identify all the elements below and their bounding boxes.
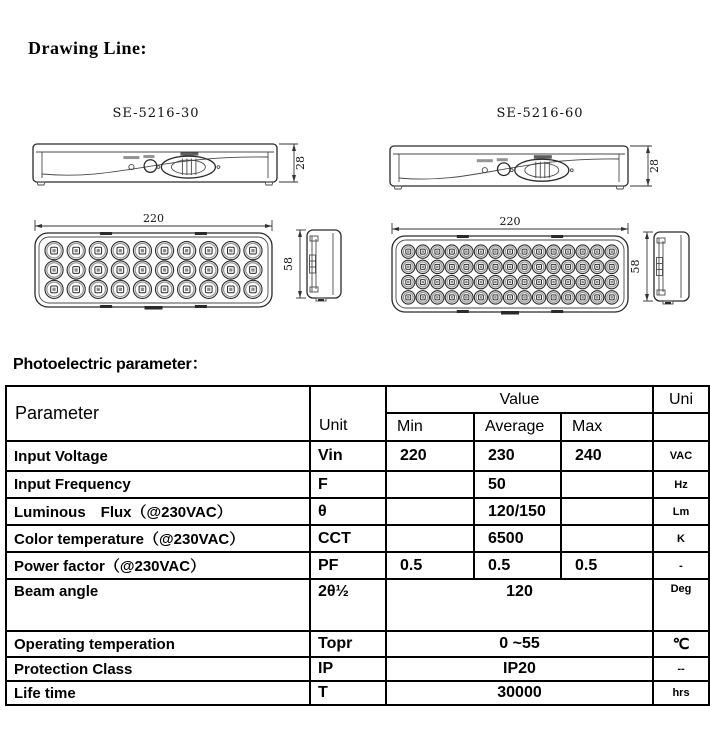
table-row	[6, 552, 709, 579]
value-cell: 30000	[386, 681, 653, 705]
panel-clip	[195, 305, 207, 308]
table-row	[6, 657, 709, 681]
unit-symbol-cell: F	[310, 471, 386, 498]
panel-clip	[100, 232, 112, 235]
min-value-cell	[386, 498, 474, 525]
value-cell: 0 ~55	[386, 631, 653, 657]
label-mark	[143, 155, 154, 158]
drawing-line-diagrams	[0, 93, 710, 333]
min-value-cell	[386, 525, 474, 552]
foot-right	[616, 186, 624, 189]
unit-symbol-cell: 2θ½	[310, 579, 386, 631]
top-view-housing	[33, 144, 277, 182]
max-value-cell	[561, 498, 653, 525]
col-header-value: Value	[386, 386, 653, 413]
unit-symbol-cell: IP	[310, 657, 386, 681]
min-value-cell	[386, 471, 474, 498]
panel-clip	[195, 232, 207, 235]
value-cell: 120	[386, 579, 653, 631]
table-row	[6, 441, 709, 471]
measure-unit-cell: -	[653, 552, 709, 579]
label-mark	[180, 152, 198, 156]
measure-unit-cell: ℃	[653, 631, 709, 657]
measure-unit-cell: Deg	[653, 579, 709, 631]
panel-clip	[551, 235, 563, 238]
parameter-cell: Power factor（@230VAC）	[6, 552, 310, 579]
panel-clip	[457, 310, 469, 313]
drawing-section-title: Drawing Line:	[28, 38, 147, 58]
average-value-cell: 230	[474, 441, 561, 471]
max-value-cell: 240	[561, 441, 653, 471]
table-row	[6, 471, 709, 498]
bracket-notch	[657, 238, 665, 243]
height-dimension-label: 28	[294, 156, 307, 170]
parameter-cell: Input Frequency	[6, 471, 310, 498]
label-mark	[497, 158, 508, 161]
average-value-cell: 0.5	[474, 552, 561, 579]
parameter-cell: Protection Class	[6, 657, 310, 681]
bracket-notch	[310, 236, 318, 241]
width-dimension-label: 220	[499, 215, 521, 228]
parameter-cell: Operating temperation	[6, 631, 310, 657]
panel-clip	[501, 311, 519, 315]
panel-clip	[145, 306, 163, 310]
table-header-row-1	[6, 386, 709, 413]
label-mark	[477, 159, 493, 162]
indicator-led	[482, 168, 487, 173]
table-row	[6, 681, 709, 705]
value-cell: IP20	[386, 657, 653, 681]
table-row	[6, 579, 709, 631]
max-value-cell: 0.5	[561, 552, 653, 579]
label-mark	[534, 155, 552, 159]
drawing-unit	[33, 106, 341, 310]
measure-unit-cell: hrs	[653, 681, 709, 705]
min-value-cell: 0.5	[386, 552, 474, 579]
width-dimension-label: 220	[143, 212, 164, 225]
slide-switch	[515, 159, 569, 181]
col-header-max: Max	[561, 413, 653, 441]
bracket-notch	[310, 287, 318, 292]
label-mark	[123, 156, 139, 159]
photoelectric-section-title: Photoelectric parameter：	[13, 356, 208, 373]
parameter-cell: Beam angle	[6, 579, 310, 631]
depth-dimension-label: 58	[282, 257, 295, 271]
average-value-cell: 120/150	[474, 498, 561, 525]
unit-symbol-cell: CCT	[310, 525, 386, 552]
depth-dimension-label: 58	[629, 259, 642, 274]
foot-right	[265, 182, 273, 185]
foot-left	[394, 186, 402, 189]
bracket-notch	[657, 290, 665, 295]
max-value-cell	[561, 525, 653, 552]
foot-left	[37, 182, 45, 185]
average-value-cell: 6500	[474, 525, 561, 552]
bracket-clip	[657, 258, 663, 276]
slide-switch	[161, 156, 215, 178]
unit-symbol-cell: Topr	[310, 631, 386, 657]
max-value-cell	[561, 471, 653, 498]
panel-clip	[551, 310, 563, 313]
housing-curve	[42, 157, 268, 175]
table-row	[6, 525, 709, 552]
table-row	[6, 631, 709, 657]
measure-unit-cell: VAC	[653, 441, 709, 471]
panel-clip	[100, 305, 112, 308]
bracket-clip	[310, 255, 316, 273]
col-header-min: Min	[386, 413, 474, 441]
height-dimension-label: 28	[648, 159, 661, 173]
min-value-cell: 220	[386, 441, 474, 471]
col-header-unit: Unit	[310, 386, 386, 441]
model-label: SE-5216-30	[112, 106, 200, 121]
measure-unit-cell: K	[653, 525, 709, 552]
col-header-parameter: Parameter	[6, 386, 310, 441]
col-header-average: Average	[474, 413, 561, 441]
parameter-cell: Life time	[6, 681, 310, 705]
average-value-cell: 50	[474, 471, 561, 498]
unit-symbol-cell: PF	[310, 552, 386, 579]
table-row	[6, 498, 709, 525]
model-label: SE-5216-60	[496, 106, 584, 121]
drawing-unit	[390, 106, 689, 315]
housing-curve	[399, 159, 619, 179]
measure-unit-cell: Hz	[653, 471, 709, 498]
measure-unit-cell: --	[653, 657, 709, 681]
parameter-cell: Input Voltage	[6, 441, 310, 471]
photoelectric-parameter-table	[5, 385, 710, 706]
panel-clip	[457, 235, 469, 238]
unit-symbol-cell: T	[310, 681, 386, 705]
col-header-uni-empty-cell	[653, 413, 709, 441]
measure-unit-cell: Lm	[653, 498, 709, 525]
unit-symbol-cell: Vin	[310, 441, 386, 471]
unit-symbol-cell: θ	[310, 498, 386, 525]
parameter-cell: Luminous Flux（@230VAC）	[6, 498, 310, 525]
col-header-uni: Uni	[653, 386, 709, 413]
parameter-cell: Color temperature（@230VAC）	[6, 525, 310, 552]
